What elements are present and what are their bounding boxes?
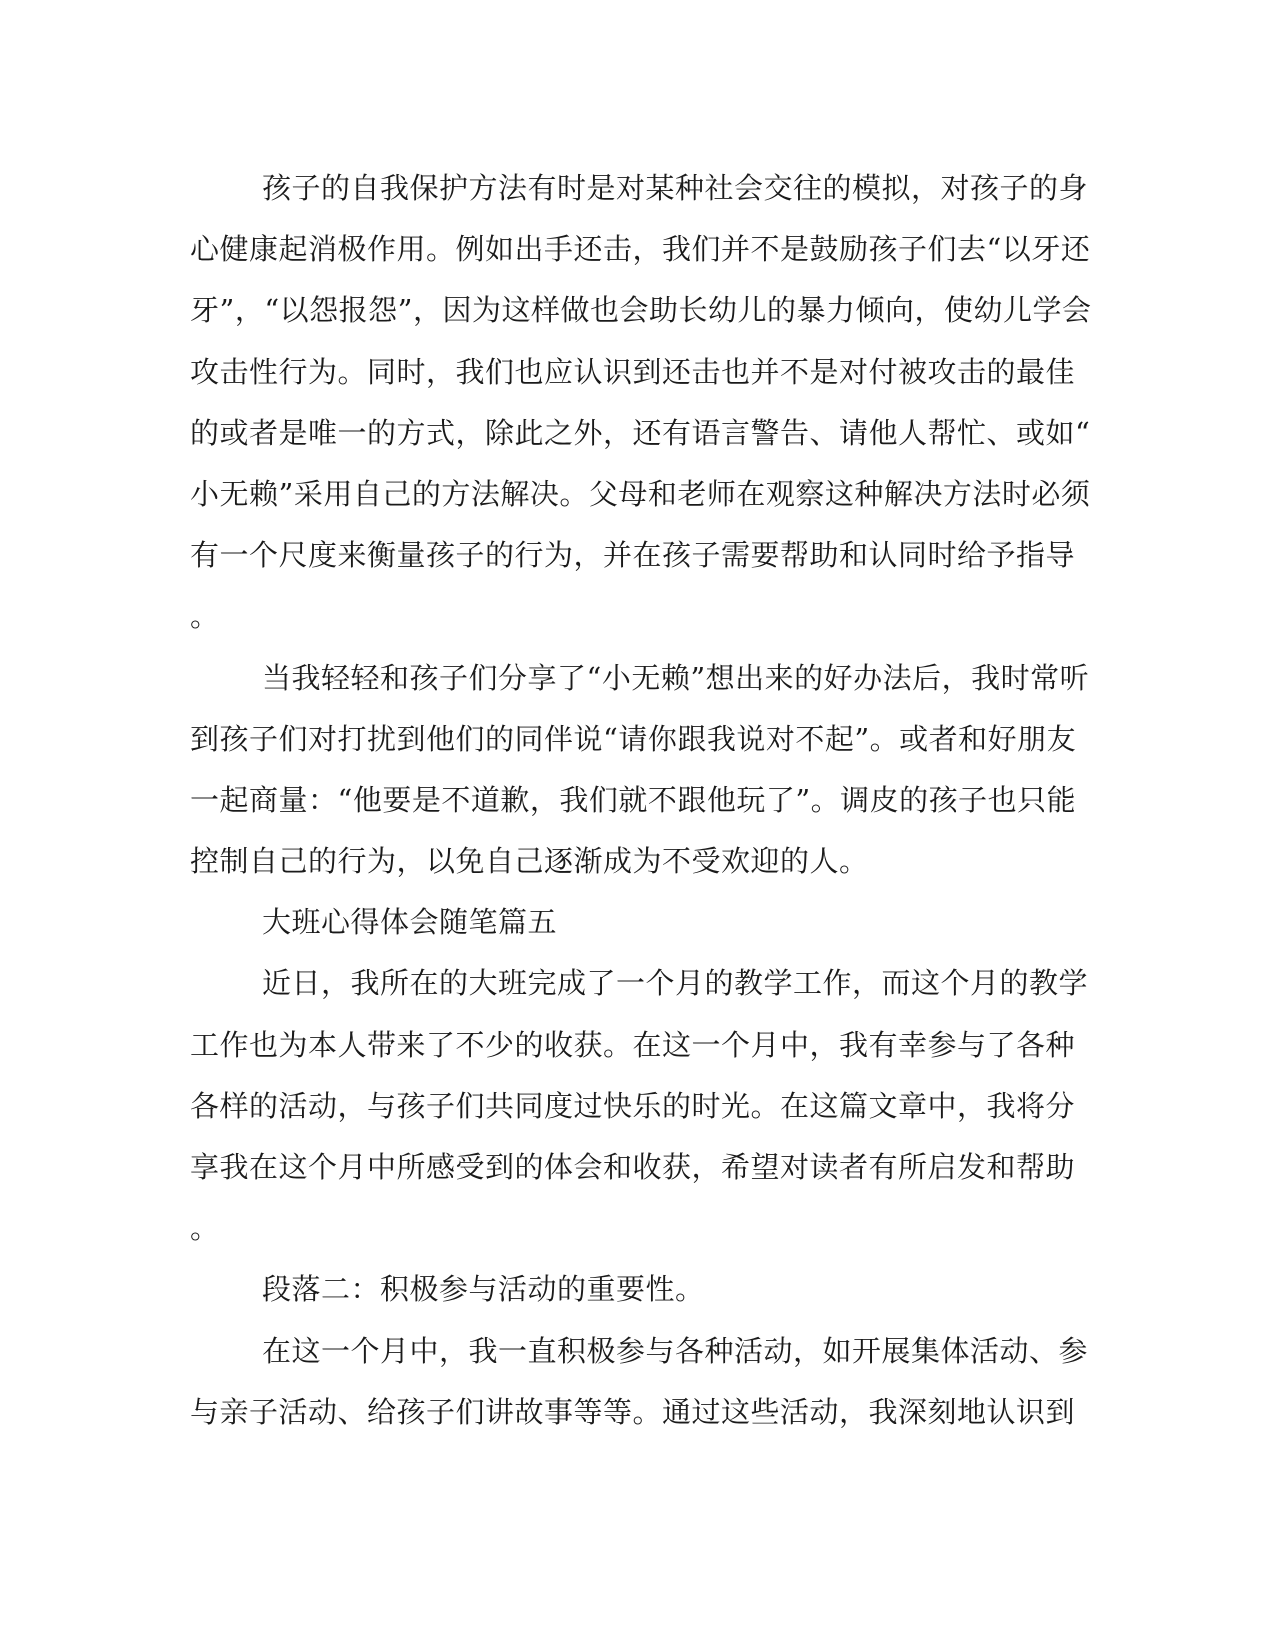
text-line: 小无赖”采用自己的方法解决。父母和老师在观察这种解决方法时必须	[190, 476, 1091, 511]
paragraph-sharing	[190, 648, 1090, 893]
text-line: 享我在这个月中所感受到的体会和收获，希望对读者有所启发和帮助	[190, 1150, 1076, 1184]
subheading-text: 段落二：积极参与活动的重要性。	[262, 1272, 705, 1307]
text-line: 当我轻轻和孩子们分享了“小无赖”想出来的好办法后，我时常听	[262, 660, 1090, 695]
text-line: 的或者是唯一的方式，除此之外，还有语言警告、请他人帮忙、或如“	[190, 415, 1091, 450]
text-line: 。	[190, 1211, 220, 1246]
paragraph-activities	[190, 1321, 1089, 1443]
text-line: 与亲子活动、给孩子们讲故事等等。通过这些活动，我深刻地认识到	[190, 1394, 1076, 1429]
paragraph-self-protection	[190, 158, 1092, 648]
text-line: 一起商量：“他要是不道歉，我们就不跟他玩了”。调皮的孩子也只能	[190, 782, 1077, 817]
text-line: 。	[190, 599, 220, 634]
section-heading	[190, 892, 1070, 953]
text-line: 攻击性行为。同时，我们也应认识到还击也并不是对付被攻击的最佳	[190, 354, 1076, 389]
text-line: 近日，我所在的大班完成了一个月的教学工作，而这个月的教学	[262, 966, 1089, 1001]
text-line: 各样的活动，与孩子们共同度过快乐的时光。在这篇文章中，我将分	[190, 1088, 1076, 1123]
document-body	[190, 158, 1092, 1443]
heading-text: 大班心得体会随笔篇五	[262, 905, 558, 940]
text-line: 控制自己的行为，以免自己逐渐成为不受欢迎的人。	[190, 844, 869, 879]
text-line: 到孩子们对打扰到他们的同伴说“请你跟我说对不起”。或者和好朋友	[190, 721, 1077, 756]
text-line: 心健康起消极作用。例如出手还击，我们并不是鼓励孩子们去“以牙还	[190, 232, 1091, 267]
text-line: 在这一个月中，我一直积极参与各种活动，如开展集体活动、参	[262, 1333, 1089, 1368]
text-line: 工作也为本人带来了不少的收获。在这一个月中，我有幸参与了各种	[190, 1027, 1076, 1062]
subheading-paragraph-two	[190, 1259, 1070, 1320]
paragraph-intro	[190, 953, 1089, 1259]
text-line: 孩子的自我保护方法有时是对某种社会交往的模拟，对孩子的身	[262, 171, 1089, 205]
text-line: 牙”，“以怨报怨”，因为这样做也会助长幼儿的暴力倾向，使幼儿学会	[190, 293, 1092, 328]
text-line: 有一个尺度来衡量孩子的行为，并在孩子需要帮助和认同时给予指导	[190, 538, 1076, 573]
